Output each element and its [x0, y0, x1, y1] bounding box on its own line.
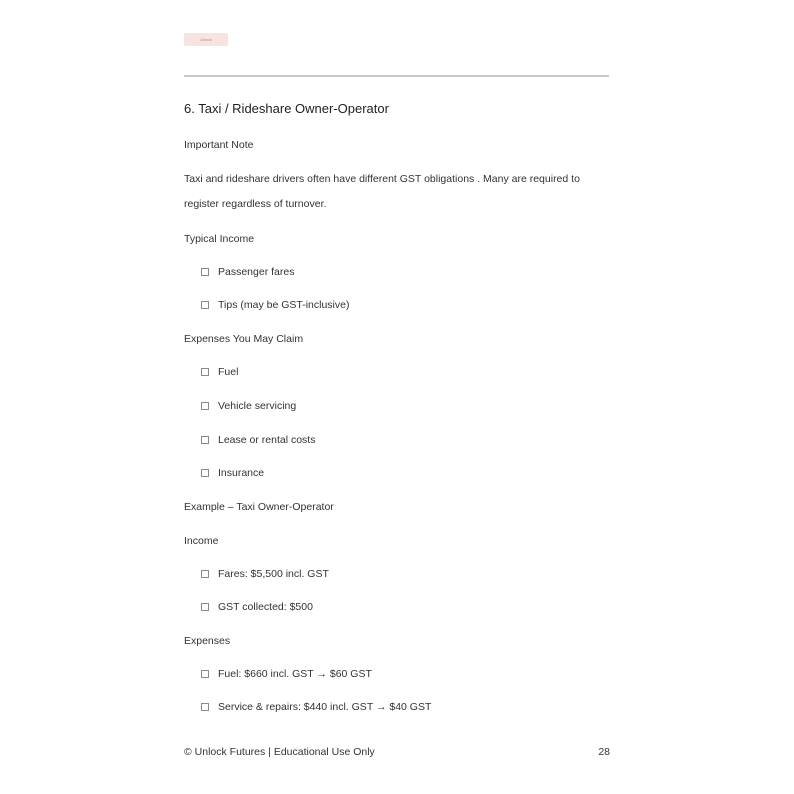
important-note-label: Important Note: [184, 139, 254, 151]
list-item-text: Service & repairs: $440 incl. GST → $40 GST: [218, 701, 432, 713]
list-item: [201, 568, 329, 580]
header-divider: [184, 75, 609, 77]
list-item: [201, 299, 349, 311]
checkbox-square-icon: [201, 670, 209, 678]
list-item: [201, 400, 296, 412]
checkbox-square-icon: [201, 703, 209, 711]
note-text-line-2: register regardless of turnover.: [184, 198, 327, 210]
list-item-text: Fuel: [218, 366, 239, 378]
list-item: [201, 366, 238, 378]
typical-income-label: Typical Income: [184, 233, 255, 245]
list-item-text: Vehicle servicing: [218, 400, 297, 412]
checkbox-square-icon: [201, 368, 209, 376]
list-item-text: Tips (may be GST-inclusive): [218, 299, 350, 311]
list-item: [201, 601, 313, 613]
note-text-line-1: Taxi and rideshare drivers often have different GST obligations . Many are required to: [184, 173, 580, 185]
list-item-text: Lease or rental costs: [218, 434, 316, 446]
list-item-text: Fuel: $660 incl. GST → $60 GST: [218, 668, 372, 680]
list-item-text: Insurance: [218, 467, 265, 479]
list-item-text: Fares: $5,500 incl. GST: [218, 568, 329, 580]
list-item: [201, 701, 431, 713]
checkbox-square-icon: [201, 469, 209, 477]
income-label: Income: [184, 535, 219, 547]
list-item-text: GST collected: $500: [218, 601, 313, 613]
list-item: [201, 467, 264, 479]
checkbox-square-icon: [201, 603, 209, 611]
checkbox-square-icon: [201, 402, 209, 410]
checkbox-square-icon: [201, 570, 209, 578]
list-item: [201, 434, 315, 446]
expenses-claim-label: Expenses You May Claim: [184, 333, 304, 345]
list-item: [201, 668, 372, 680]
list-item-text: Passenger fares: [218, 266, 295, 278]
header-tag: Unlock: [184, 33, 228, 46]
footer-copyright: © Unlock Futures | Educational Use Only: [184, 746, 375, 758]
checkbox-square-icon: [201, 301, 209, 309]
example-label: Example – Taxi Owner-Operator: [184, 501, 334, 513]
checkbox-square-icon: [201, 436, 209, 444]
page-number: 28: [598, 746, 610, 758]
list-item: [201, 266, 294, 278]
example-expenses-label: Expenses: [184, 635, 231, 647]
checkbox-square-icon: [201, 268, 209, 276]
section-heading: 6. Taxi / Rideshare Owner-Operator: [184, 101, 389, 116]
